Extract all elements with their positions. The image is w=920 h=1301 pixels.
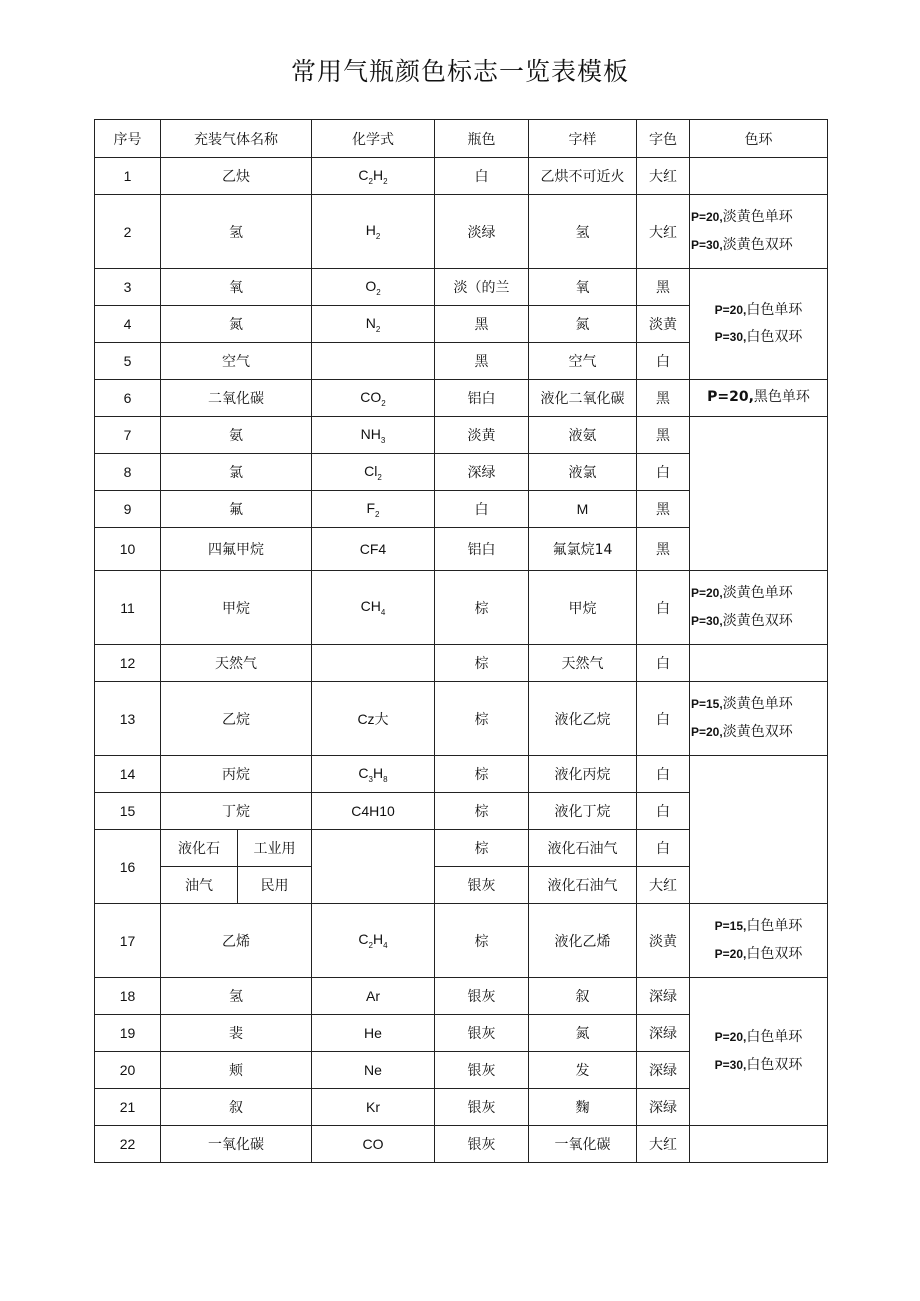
ring-desc: 白色双环 xyxy=(746,1056,803,1073)
text-label: 液化二氧化碳 xyxy=(529,380,637,417)
header-formula: 化学式 xyxy=(312,120,435,158)
table-row xyxy=(95,756,828,793)
row-no: 22 xyxy=(95,1126,161,1163)
row-no: 3 xyxy=(95,269,161,306)
formula: $C_2H_2$ xyxy=(312,158,435,195)
formula xyxy=(312,343,435,380)
ring-pressure: P=30, xyxy=(714,1057,747,1072)
ring-spec xyxy=(690,682,828,756)
bottle-color: 淡（的兰 xyxy=(435,269,529,306)
bottle-color: 白 xyxy=(435,158,529,195)
text-label: 叙 xyxy=(529,978,637,1015)
ring-empty xyxy=(690,645,828,682)
bottle-color: 银灰 xyxy=(435,1126,529,1163)
formula: $NH_3$ xyxy=(312,417,435,454)
ring-pressure: P=20, xyxy=(714,946,747,961)
ring-desc: 白色单环 xyxy=(746,301,803,318)
ring-spec xyxy=(690,269,828,380)
bottle-color: 棕 xyxy=(435,756,529,793)
text-label: 液化石油气 xyxy=(529,830,637,867)
gas-name-part: 油气 xyxy=(161,867,238,904)
text-color: 白 xyxy=(637,454,690,491)
ring-spec xyxy=(690,904,828,978)
ring-pressure: P=15, xyxy=(691,697,723,711)
header-text: 字样 xyxy=(529,120,637,158)
ring-desc: 淡黄色单环 xyxy=(722,209,793,225)
gas-name: 丙烷 xyxy=(161,756,312,793)
bottle-color: 银灰 xyxy=(435,1052,529,1089)
text-label: 氢 xyxy=(529,195,637,269)
table-row xyxy=(95,195,828,269)
text-label: 液化丙烷 xyxy=(529,756,637,793)
ring-desc: 白色双环 xyxy=(746,945,803,962)
text-label: 液化乙烯 xyxy=(529,904,637,978)
text-label: 甲烷 xyxy=(529,571,637,645)
gas-name: 丁烷 xyxy=(161,793,312,830)
table-row xyxy=(95,571,828,645)
ring-pressure: P=20, xyxy=(714,302,747,317)
gas-name: 乙烷 xyxy=(161,682,312,756)
text-label: 乙烘不可近火 xyxy=(529,158,637,195)
ring-empty xyxy=(690,1126,828,1163)
text-color: 大红 xyxy=(637,1126,690,1163)
bottle-color: 白 xyxy=(435,491,529,528)
ring-pressure: P=30, xyxy=(714,330,747,344)
header-no: 序号 xyxy=(95,120,161,158)
gas-name: 氯 xyxy=(161,454,312,491)
ring-empty xyxy=(690,417,828,571)
formula: CO xyxy=(312,1126,435,1163)
bottle-color: 铝白 xyxy=(435,528,529,571)
formula: He xyxy=(312,1015,435,1052)
bottle-color: 银灰 xyxy=(435,867,529,904)
text-color: 白 xyxy=(637,793,690,830)
text-color: 深绿 xyxy=(637,1052,690,1089)
text-color: 白 xyxy=(637,682,690,756)
text-label: 一氧化碳 xyxy=(529,1126,637,1163)
row-no: 9 xyxy=(95,491,161,528)
formula: $Cl_2$ xyxy=(312,454,435,491)
ring-pressure: P=20, xyxy=(691,210,723,224)
bottle-color: 淡黄 xyxy=(435,417,529,454)
row-no: 10 xyxy=(95,528,161,571)
gas-name: 氧 xyxy=(161,269,312,306)
gas-name: 颊 xyxy=(161,1052,312,1089)
formula: $H_2$ xyxy=(312,195,435,269)
row-no: 7 xyxy=(95,417,161,454)
text-label: M xyxy=(529,491,637,528)
row-no: 21 xyxy=(95,1089,161,1126)
gas-usage: 工业用 xyxy=(238,830,312,867)
table-row xyxy=(95,1126,828,1163)
formula: $C_2H_4$ xyxy=(312,904,435,978)
bottle-color: 黑 xyxy=(435,343,529,380)
row-no: 5 xyxy=(95,343,161,380)
table-row xyxy=(95,269,828,306)
gas-name: 氢 xyxy=(161,195,312,269)
formula: $CO_2$ xyxy=(312,380,435,417)
text-label: 液化丁烷 xyxy=(529,793,637,830)
text-color: 淡黄 xyxy=(637,306,690,343)
gas-name: 氨 xyxy=(161,417,312,454)
header-gas-name: 充装气体名称 xyxy=(161,120,312,158)
bottle-color: 银灰 xyxy=(435,1089,529,1126)
row-no: 6 xyxy=(95,380,161,417)
text-color: 大红 xyxy=(637,158,690,195)
text-color: 黑 xyxy=(637,380,690,417)
ring-desc: 黑色单环 xyxy=(753,389,810,406)
ring-pressure: P=30, xyxy=(691,237,723,252)
ring-desc: 白色单环 xyxy=(746,1029,803,1045)
text-color: 黑 xyxy=(637,269,690,306)
table-row xyxy=(95,682,828,756)
gas-name: 空气 xyxy=(161,343,312,380)
row-no: 4 xyxy=(95,306,161,343)
gas-name: 天然气 xyxy=(161,645,312,682)
text-label: 液化乙烷 xyxy=(529,682,637,756)
table-row xyxy=(95,380,828,417)
ring-desc: 白色双环 xyxy=(746,329,803,345)
gas-name: 四氟甲烷 xyxy=(161,528,312,571)
bottle-color: 黑 xyxy=(435,306,529,343)
text-color: 白 xyxy=(637,343,690,380)
gas-name-part: 液化石 xyxy=(161,830,238,867)
row-no: 19 xyxy=(95,1015,161,1052)
table-row xyxy=(95,645,828,682)
gas-name: 裴 xyxy=(161,1015,312,1052)
gas-name: 甲烷 xyxy=(161,571,312,645)
ring-desc: 淡黄色单环 xyxy=(722,585,793,601)
ring-pressure: P=20, xyxy=(691,724,723,739)
text-color: 大红 xyxy=(637,195,690,269)
bottle-color: 银灰 xyxy=(435,1015,529,1052)
bottle-color: 铝白 xyxy=(435,380,529,417)
table-row xyxy=(95,904,828,978)
formula: C4H10 xyxy=(312,793,435,830)
text-color: 白 xyxy=(637,756,690,793)
formula: $F_2$ xyxy=(312,491,435,528)
formula xyxy=(312,830,435,904)
text-color: 黑 xyxy=(637,491,690,528)
text-color: 黑 xyxy=(637,417,690,454)
formula: $CH_4$ xyxy=(312,571,435,645)
bottle-color: 棕 xyxy=(435,830,529,867)
row-no: 15 xyxy=(95,793,161,830)
formula: $N_2$ xyxy=(312,306,435,343)
formula: $C_3H_8$ xyxy=(312,756,435,793)
text-label: 天然气 xyxy=(529,645,637,682)
ring-pressure: P=20, xyxy=(707,389,754,406)
bottle-color: 淡绿 xyxy=(435,195,529,269)
text-color: 大红 xyxy=(637,867,690,904)
header-ring: 色环 xyxy=(690,120,828,158)
ring-pressure: P=20, xyxy=(714,1030,747,1044)
text-label: 氟氯烷14 xyxy=(529,528,637,571)
gas-name: 二氧化碳 xyxy=(161,380,312,417)
formula: Ar xyxy=(312,978,435,1015)
text-label: 氧 xyxy=(529,269,637,306)
ring-desc: 淡黄色单环 xyxy=(722,696,793,712)
text-label: 空气 xyxy=(529,343,637,380)
ring-desc: 淡黄色双环 xyxy=(722,612,793,629)
gas-cylinder-color-table xyxy=(94,119,828,1163)
text-color: 深绿 xyxy=(637,978,690,1015)
row-no: 11 xyxy=(95,571,161,645)
text-label: 液氨 xyxy=(529,417,637,454)
gas-name: 氮 xyxy=(161,306,312,343)
ring-desc: 淡黄色双环 xyxy=(722,236,793,253)
table-row xyxy=(95,417,828,454)
text-label: 氮 xyxy=(529,1015,637,1052)
text-color: 白 xyxy=(637,571,690,645)
ring-spec xyxy=(690,195,828,269)
text-label: 麴 xyxy=(529,1089,637,1126)
ring-pressure: P=15, xyxy=(714,919,747,933)
gas-name: 氢 xyxy=(161,978,312,1015)
bottle-color: 银灰 xyxy=(435,978,529,1015)
text-color: 白 xyxy=(637,830,690,867)
text-label: 发 xyxy=(529,1052,637,1089)
ring-empty xyxy=(690,158,828,195)
ring-desc: 淡黄色双环 xyxy=(722,723,793,740)
gas-name: 一氧化碳 xyxy=(161,1126,312,1163)
bottle-color: 棕 xyxy=(435,682,529,756)
row-no: 2 xyxy=(95,195,161,269)
header-bottle-color: 瓶色 xyxy=(435,120,529,158)
header-text-color: 字色 xyxy=(637,120,690,158)
row-no: 12 xyxy=(95,645,161,682)
text-label: 液氯 xyxy=(529,454,637,491)
page-title: 常用气瓶颜色标志一览表模板 xyxy=(290,57,629,86)
ring-spec xyxy=(690,978,828,1126)
bottle-color: 棕 xyxy=(435,571,529,645)
gas-name: 乙炔 xyxy=(161,158,312,195)
row-no: 14 xyxy=(95,756,161,793)
row-no: 1 xyxy=(95,158,161,195)
row-no: 13 xyxy=(95,682,161,756)
table-row xyxy=(95,978,828,1015)
ring-spec xyxy=(690,571,828,645)
row-no: 18 xyxy=(95,978,161,1015)
row-no: 16 xyxy=(95,830,161,904)
bottle-color: 棕 xyxy=(435,645,529,682)
gas-name: 乙烯 xyxy=(161,904,312,978)
header-row xyxy=(95,120,828,158)
bottle-color: 棕 xyxy=(435,793,529,830)
formula xyxy=(312,645,435,682)
formula: Cz大 xyxy=(312,682,435,756)
text-label: 氮 xyxy=(529,306,637,343)
ring-empty xyxy=(690,756,828,904)
gas-name: 氟 xyxy=(161,491,312,528)
bottle-color: 深绿 xyxy=(435,454,529,491)
text-color: 深绿 xyxy=(637,1089,690,1126)
formula: Kr xyxy=(312,1089,435,1126)
ring-pressure: P=30, xyxy=(691,613,723,628)
row-no: 20 xyxy=(95,1052,161,1089)
table-row xyxy=(95,158,828,195)
ring-desc: 白色单环 xyxy=(746,918,803,934)
formula: CF4 xyxy=(312,528,435,571)
ring-pressure: P=20, xyxy=(691,586,723,600)
text-color: 淡黄 xyxy=(637,904,690,978)
ring-spec xyxy=(690,380,828,417)
formula: $O_2$ xyxy=(312,269,435,306)
row-no: 8 xyxy=(95,454,161,491)
gas-name: 叙 xyxy=(161,1089,312,1126)
text-label: 液化石油气 xyxy=(529,867,637,904)
bottle-color: 棕 xyxy=(435,904,529,978)
text-color: 深绿 xyxy=(637,1015,690,1052)
text-color: 白 xyxy=(637,645,690,682)
formula: Ne xyxy=(312,1052,435,1089)
gas-usage: 民用 xyxy=(238,867,312,904)
row-no: 17 xyxy=(95,904,161,978)
text-color: 黑 xyxy=(637,528,690,571)
